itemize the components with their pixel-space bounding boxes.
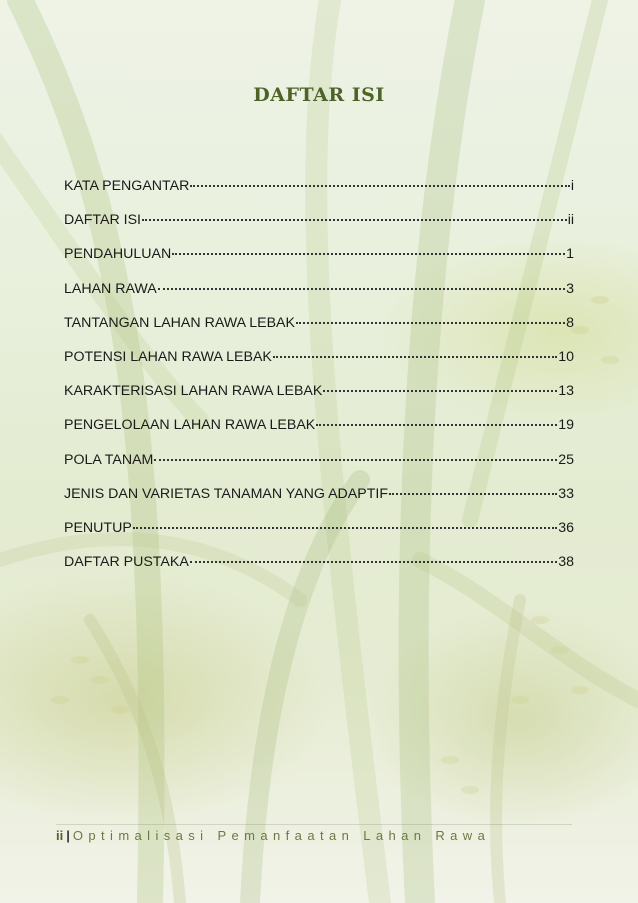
toc-entry[interactable] <box>64 246 574 280</box>
dot-leader <box>154 459 557 461</box>
toc-entry[interactable] <box>64 554 574 588</box>
toc-entry-label: TANTANGAN LAHAN RAWA LEBAK <box>64 314 295 331</box>
page-title: DAFTAR ISI <box>253 84 385 106</box>
dot-leader <box>158 288 565 290</box>
dot-leader <box>273 356 557 358</box>
toc-entry[interactable] <box>64 281 574 315</box>
toc-entry[interactable] <box>64 486 574 520</box>
toc-entry-page: 38 <box>558 554 574 571</box>
toc-entry-page: i <box>570 178 574 194</box>
footer-book-title: Optimalisasi Pemanfaatan Lahan Rawa <box>72 828 491 843</box>
toc-entry-page: 25 <box>558 451 574 468</box>
toc-entry-label: KATA PENGANTAR <box>64 178 190 194</box>
toc-entry-page: 33 <box>558 485 574 502</box>
toc-entry-label: POTENSI LAHAN RAWA LEBAK <box>64 348 272 365</box>
dot-leader <box>323 390 557 392</box>
toc-entry-label: DAFTAR ISI <box>64 212 141 229</box>
dot-leader <box>172 253 565 255</box>
toc-entry[interactable] <box>64 315 574 349</box>
toc-entry[interactable] <box>64 178 574 212</box>
toc-entry-page: 19 <box>558 417 574 434</box>
footer-separator: | <box>66 828 70 843</box>
toc-entry[interactable] <box>64 417 574 451</box>
toc-entry-page: 8 <box>566 314 574 331</box>
toc-entry-page: 36 <box>558 519 574 536</box>
page-footer <box>56 828 490 843</box>
toc-entry-label: PENDAHULUAN <box>64 246 172 263</box>
footer-page-number: ii <box>56 828 64 843</box>
toc-entry[interactable] <box>64 212 574 246</box>
toc-entry-page: ii <box>567 212 574 229</box>
toc-entry[interactable] <box>64 520 574 554</box>
toc-entry[interactable] <box>64 383 574 417</box>
dot-leader <box>142 219 567 221</box>
toc-entry-label: DAFTAR PUSTAKA <box>64 554 189 571</box>
dot-leader <box>316 424 557 426</box>
dot-leader <box>190 185 570 187</box>
toc-entry-label: KARAKTERISASI LAHAN RAWA LEBAK <box>64 383 323 400</box>
toc-entry-page: 13 <box>558 383 574 400</box>
toc-entry[interactable] <box>64 452 574 486</box>
toc-entry[interactable] <box>64 349 574 383</box>
toc-entry-page: 10 <box>558 348 574 365</box>
toc-entry-label: PENGELOLAAN LAHAN RAWA LEBAK <box>64 417 316 434</box>
dot-leader <box>296 322 565 324</box>
dot-leader <box>389 493 557 495</box>
toc-entry-label: PENUTUP <box>64 519 132 536</box>
toc-entry-page: 1 <box>566 246 574 263</box>
dot-leader <box>133 527 557 529</box>
toc-entry-page: 3 <box>566 280 574 297</box>
table-of-contents <box>64 178 574 588</box>
footer-divider <box>56 824 572 825</box>
dot-leader <box>190 561 557 563</box>
toc-entry-label: JENIS DAN VARIETAS TANAMAN YANG ADAPTIF <box>64 485 389 502</box>
toc-entry-label: POLA TANAM <box>64 451 154 468</box>
toc-entry-label: LAHAN RAWA <box>64 280 157 297</box>
